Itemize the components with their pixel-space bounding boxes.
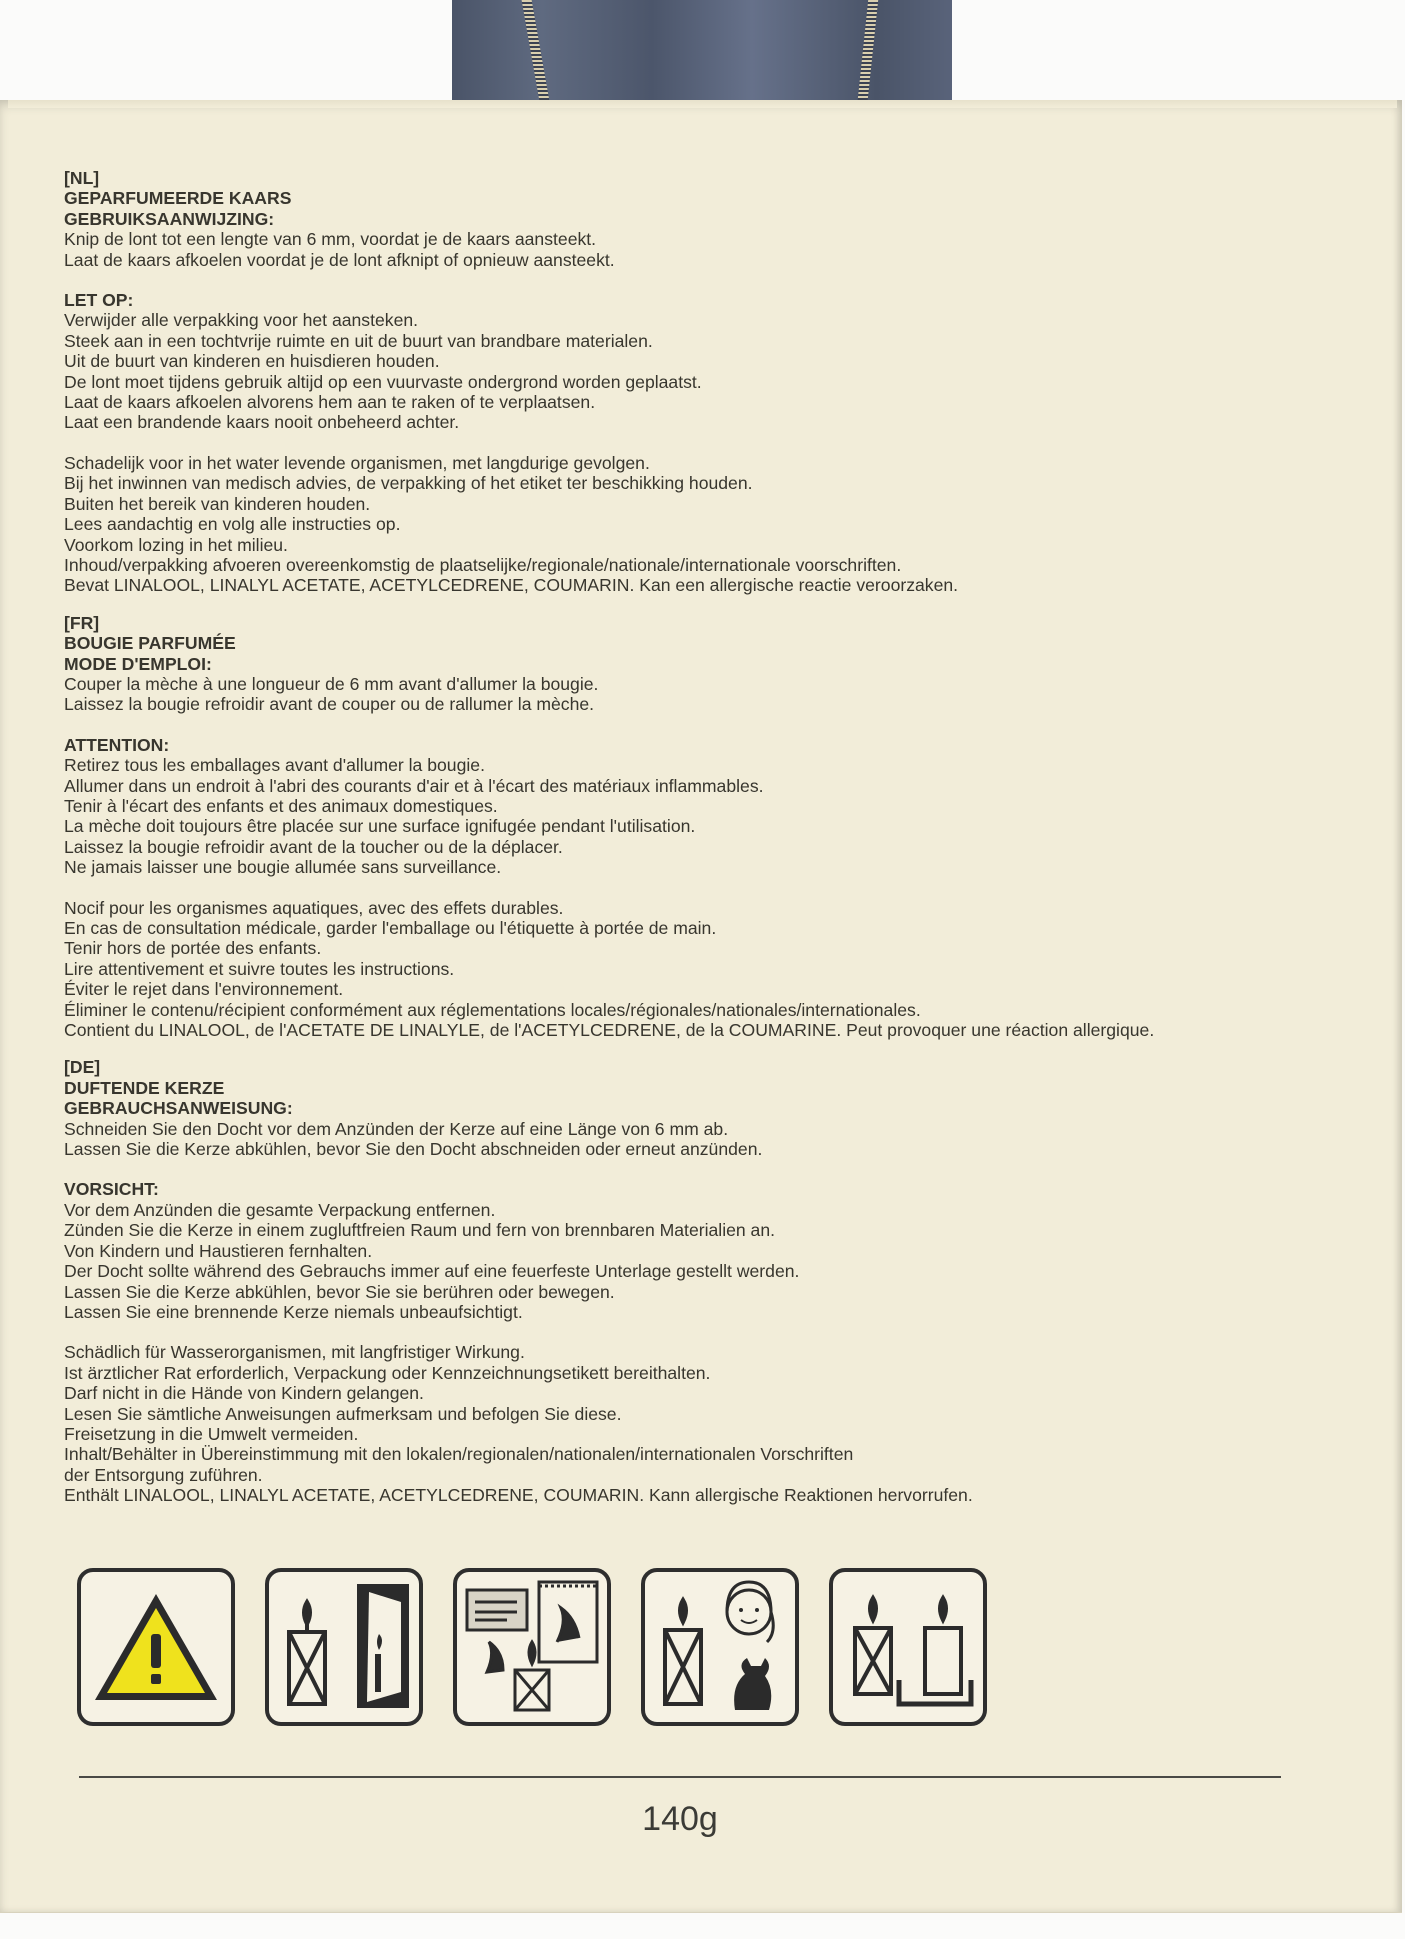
warning-line: Uit de buurt van kinderen en huisdieren houden. xyxy=(64,351,440,372)
hazard-line: Freisetzung in die Umwelt vermeiden. xyxy=(64,1423,359,1444)
warning-heading: ATTENTION: xyxy=(64,734,170,755)
section-fr xyxy=(64,613,1326,1041)
section-title: DUFTENDE KERZE xyxy=(64,1077,225,1098)
section-lang: [DE] xyxy=(64,1057,101,1078)
warning-line: Lassen Sie die Kerze abkühlen, bevor Sie sie berühren oder bewegen. xyxy=(64,1281,615,1302)
hazard-line: Ist ärztlicher Rat erforderlich, Verpackung oder Kennzeichnungsetikett bereithalten. xyxy=(64,1362,711,1383)
section-title: GEPARFUMEERDE KAARS xyxy=(64,188,292,209)
usage-line: Couper la mèche à une longueur de 6 mm avant d'allumer la bougie. xyxy=(64,673,599,694)
warning-line: Tenir à l'écart des enfants et des animaux domestiques. xyxy=(64,795,498,816)
no-draft-candle-icon xyxy=(265,1568,423,1726)
hazard-line: Voorkom lozing in het milieu. xyxy=(64,534,288,555)
hazard-line: Buiten het bereik van kinderen houden. xyxy=(64,493,371,514)
hazard-line: Schadelijk voor in het water levende organismen, met langdurige gevolgen. xyxy=(64,452,650,473)
warning-line: Laissez la bougie refroidir avant de la toucher ou de la déplacer. xyxy=(64,836,563,857)
usage-line: Schneiden Sie den Docht vor dem Anzünden der Kerze auf eine Länge von 6 mm ab. xyxy=(64,1118,729,1139)
usage-line: Lassen Sie die Kerze abkühlen, bevor Sie den Docht abschneiden oder erneut anzünden. xyxy=(64,1139,763,1160)
usage-heading: GEBRAUCHSANWEISUNG: xyxy=(64,1098,293,1119)
section-lang: [NL] xyxy=(64,168,100,188)
section-nl xyxy=(64,168,1326,596)
hazard-line: Bij het inwinnen van medisch advies, de verpakking of het etiket ter beschikking houden. xyxy=(64,473,753,494)
warning-line: De lont moet tijdens gebruik altijd op een vuurvaste ondergrond worden geplaatst. xyxy=(64,371,702,392)
hazard-line: Lire attentivement et suivre toutes les instructions. xyxy=(64,958,455,979)
warning-heading: VORSICHT: xyxy=(64,1179,159,1200)
hazard-line: Enthält LINALOOL, LINALYL ACETATE, ACETYLCEDRENE, COUMARIN. Kann allergische Reaktionen hervorrufen. xyxy=(64,1485,973,1506)
usage-heading: MODE D'EMPLOI: xyxy=(64,653,212,674)
hazard-line: Inhoud/verpakking afvoeren overeenkomstig de plaatselijke/regionale/nationale/internationale voorschriften. xyxy=(64,554,902,575)
warning-line: Laat de kaars afkoelen alvorens hem aan te raken of te verplaatsen. xyxy=(64,392,596,413)
hazard-line: Darf nicht in die Hände von Kindern gelangen. xyxy=(64,1383,424,1404)
usage-line: Laissez la bougie refroidir avant de couper ou de rallumer la mèche. xyxy=(64,694,595,715)
fireproof-surface-icon xyxy=(829,1568,987,1726)
usage-line: Laat de kaars afkoelen voordat je de lont afknipt of opnieuw aansteekt. xyxy=(64,249,615,270)
hazard-line: Éviter le rejet dans l'environnement. xyxy=(64,979,344,1000)
warning-line: Ne jamais laisser une bougie allumée sans surveillance. xyxy=(64,857,502,878)
keep-from-children-pets-icon xyxy=(641,1568,799,1726)
hazard-line: Éliminer le contenu/récipient conformément aux réglementations locales/régionales/nationales/internationales. xyxy=(64,999,921,1020)
warning-line: Vor dem Anzünden die gesamte Verpackung entfernen. xyxy=(64,1199,496,1220)
hazard-line-allergens: Contient du LINALOOL, de l'ACETATE DE LINALYLE, de l'ACETYLCEDRENE, de la COUMARINE. Peut provoquer une réaction allergique. xyxy=(64,1020,1155,1041)
safety-pictograms xyxy=(77,1568,987,1728)
hazard-line: Bevat LINALOOL, LINALYL ACETATE, ACETYLCEDRENE, COUMARIN. Kan een allergische reactie veroorzaken. xyxy=(64,575,959,596)
hazard-line: Lees aandachtig en volg alle instructies op. xyxy=(64,514,401,535)
hazard-line: Tenir hors de portée des enfants. xyxy=(64,938,322,959)
warning-line: Laat een brandende kaars nooit onbeheerd achter. xyxy=(64,412,460,433)
usage-heading: GEBRUIKSAANWIJZING: xyxy=(64,208,275,229)
section-lang: [FR] xyxy=(64,612,100,633)
hazard-line: Nocif pour les organismes aquatiques, avec des effets durables. xyxy=(64,897,564,918)
hazard-line: En cas de consultation médicale, garder l'emballage ou l'étiquette à portée de main. xyxy=(64,918,717,938)
warning-line: Retirez tous les emballages avant d'allumer la bougie. xyxy=(64,755,485,776)
warning-line: Der Docht sollte während des Gebrauchs immer auf eine feuerfeste Unterlage gestellt werden. xyxy=(64,1261,800,1282)
divider-line xyxy=(79,1776,1281,1778)
warning-triangle-icon xyxy=(77,1568,235,1726)
warning-line: La mèche doit toujours être placée sur une surface ignifugée pendant l'utilisation. xyxy=(64,816,696,837)
net-weight: 140g xyxy=(642,1800,718,1838)
label-text xyxy=(64,168,1326,1506)
warning-line: Allumer dans un endroit à l'abri des courants d'air et à l'écart des matériaux inflammables. xyxy=(64,775,764,796)
box-lid-edge xyxy=(8,100,1397,108)
hazard-line: Lesen Sie sämtliche Anweisungen aufmerksam und befolgen Sie diese. xyxy=(64,1403,622,1424)
section-de xyxy=(64,1057,1326,1505)
hazard-line: Schädlich für Wasserorganismen, mit langfristiger Wirkung. xyxy=(64,1342,525,1363)
hazard-line: der Entsorgung zuführen. xyxy=(64,1464,263,1485)
section-title: BOUGIE PARFUMÉE xyxy=(64,633,236,654)
usage-line: Knip de lont tot een lengte van 6 mm, voordat je de kaars aansteekt. xyxy=(64,229,597,250)
warning-line: Steek aan in een tochtvrije ruimte en uit de buurt van brandbare materialen. xyxy=(64,330,653,351)
warning-line: Verwijder alle verpakking voor het aansteken. xyxy=(64,310,419,331)
warning-line: Zünden Sie die Kerze in einem zugluftfreien Raum und fern von brennbaren Materialien an. xyxy=(64,1220,776,1241)
warning-line: Lassen Sie eine brennende Kerze niemals unbeaufsichtigt. xyxy=(64,1301,523,1322)
hazard-line: Inhalt/Behälter in Übereinstimmung mit den lokalen/regionalen/nationalen/internationalen Vorschriften xyxy=(64,1444,854,1465)
away-from-flammables-icon xyxy=(453,1568,611,1726)
warning-heading: LET OP: xyxy=(64,290,134,311)
warning-line: Von Kindern und Haustieren fernhalten. xyxy=(64,1240,373,1261)
